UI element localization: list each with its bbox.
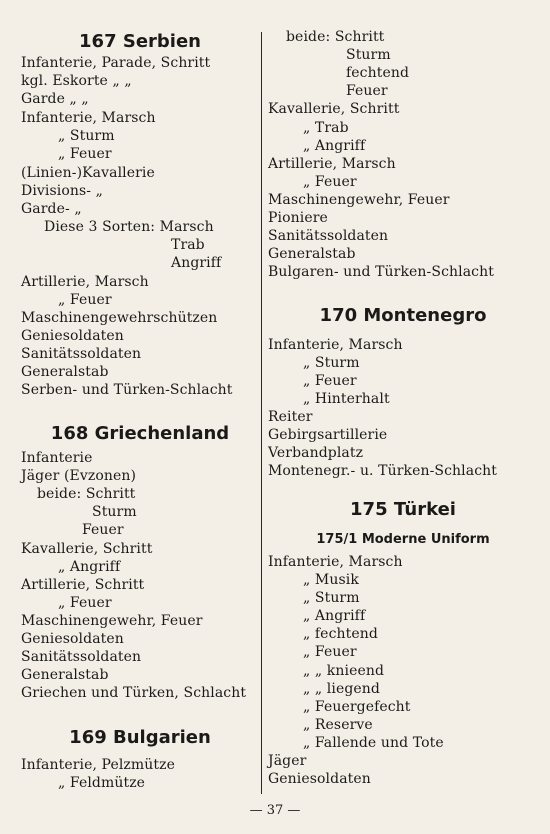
list-item: Diese 3 Sorten: Marsch: [44, 219, 214, 235]
list-item: Generalstab: [21, 364, 109, 380]
list-item: Pioniere: [268, 210, 328, 226]
list-item: „ „ liegend: [303, 681, 380, 697]
list-item: Sturm: [346, 47, 391, 63]
list-item: Angriff: [171, 255, 222, 271]
list-item: „ Musik: [303, 572, 359, 588]
heading-serbien: 167 Serbien: [79, 31, 201, 52]
list-item: Maschinengewehrschützen: [21, 310, 218, 326]
list-item: Geniesoldaten: [21, 328, 124, 344]
list-item: Gebirgsartillerie: [268, 427, 388, 443]
list-item: „ Fallende und Tote: [303, 735, 444, 751]
list-item: Bulgaren- und Türken-Schlacht: [268, 264, 494, 280]
list-item: Geniesoldaten: [21, 631, 124, 647]
list-item: Infanterie, Marsch: [268, 554, 403, 570]
list-item: Infanterie, Marsch: [21, 110, 156, 126]
list-item: Feuer: [346, 83, 388, 99]
list-item: Montenegr.- u. Türken-Schlacht: [268, 463, 497, 479]
list-item: Generalstab: [21, 667, 109, 683]
list-item: „ Sturm: [303, 355, 360, 371]
heading-bulgarien: 169 Bulgarien: [69, 727, 211, 748]
list-item: „ Feldmütze: [58, 775, 146, 791]
list-item: Divisions- „: [21, 183, 104, 199]
list-item: Verbandplatz: [268, 445, 364, 461]
list-item: Infanterie, Marsch: [268, 337, 403, 353]
list-item: Generalstab: [268, 246, 356, 262]
subheading-moderne-uniform: 175/1 Moderne Uniform: [316, 532, 490, 547]
list-item: Serben- und Türken-Schlacht: [21, 382, 233, 398]
list-item: „ Feuer: [58, 146, 112, 162]
list-item: „ Sturm: [303, 590, 360, 606]
list-item: Artillerie, Marsch: [21, 274, 149, 290]
list-item: „ Feuer: [303, 174, 357, 190]
list-item: „ Sturm: [58, 128, 115, 144]
list-item: Sanitätssoldaten: [21, 346, 142, 362]
list-item: kgl. Eskorte „ „: [21, 73, 132, 89]
list-item: fechtend: [346, 65, 410, 81]
list-item: Feuer: [82, 522, 124, 538]
list-item: (Linien-)Kavallerie: [21, 165, 155, 181]
list-item: Artillerie, Schritt: [21, 577, 145, 593]
list-item: „ Feuer: [303, 373, 357, 389]
heading-montenegro: 170 Montenegro: [319, 305, 487, 326]
list-item: „ Feuergefecht: [303, 699, 411, 715]
list-item: Infanterie, Pelzmütze: [21, 757, 175, 773]
list-item: „ fechtend: [303, 626, 378, 642]
list-item: Kavallerie, Schritt: [268, 101, 400, 117]
list-item: Infanterie, Parade, Schritt: [21, 55, 211, 71]
list-item: Geniesoldaten: [268, 771, 371, 787]
list-item: Sturm: [92, 504, 137, 520]
list-item: „ „ knieend: [303, 663, 385, 679]
list-item: „ Feuer: [58, 292, 112, 308]
list-item: Maschinengewehr, Feuer: [268, 192, 450, 208]
list-item: „ Angriff: [58, 559, 121, 575]
list-item: Kavallerie, Schritt: [21, 541, 153, 557]
list-item: „ Angriff: [303, 608, 366, 624]
list-item: Sanitätssoldaten: [21, 649, 142, 665]
heading-griechenland: 168 Griechenland: [50, 423, 230, 444]
list-item: Maschinengewehr, Feuer: [21, 613, 203, 629]
list-item: „ Angriff: [303, 138, 366, 154]
list-item: Infanterie: [21, 450, 93, 466]
list-item: beide: Schritt: [286, 29, 385, 45]
list-item: „ Hinterhalt: [303, 391, 390, 407]
list-item: Jäger: [268, 753, 307, 769]
list-item: Trab: [171, 237, 205, 253]
list-item: Garde „ „: [21, 91, 89, 107]
list-item: Reiter: [268, 409, 313, 425]
list-item: Griechen und Türken, Schlacht: [21, 685, 247, 701]
list-item: Garde- „: [21, 201, 82, 217]
list-item: „ Feuer: [58, 595, 112, 611]
heading-tuerkei: 175 Türkei: [350, 499, 456, 520]
list-item: Artillerie, Marsch: [268, 156, 396, 172]
list-item: Jäger (Evzonen): [21, 468, 137, 484]
list-item: beide: Schritt: [37, 486, 136, 502]
list-item: „ Trab: [303, 120, 349, 136]
page-number: — 37 —: [249, 803, 301, 818]
list-item: „ Reserve: [303, 717, 373, 733]
list-item: Sanitätssoldaten: [268, 228, 389, 244]
column-divider: [261, 32, 262, 794]
list-item: „ Feuer: [303, 644, 357, 660]
